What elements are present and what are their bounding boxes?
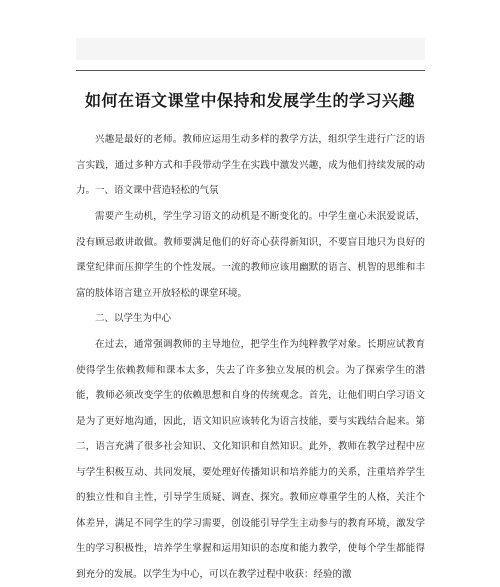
section-heading-2: 二、以学生为中心 <box>95 313 172 324</box>
body-paragraph: 在过去，通常强调教师的主导地位，把学生作为纯粹教学对象。长期应试教育使得学生依赖教师和课本太多，失去了许多独立发展的机会。为了探索学生的潜能，教师必须改变学生的依赖思想和自身的传统观念。首先，让他们明白学习语文是为了更好地沟通，因此，语文知识应该转化为语言技能，要与实践结合起来。第二，语言充满了很多社会知识、文化知识和自然知识。此外，教师在教学过程中应与学生积极互动、共同发展，要处理好传播知识和培养能力的关系，注重培养学生的独立性和自主性，引导学生质疑、调查、探究。教师应尊重学生的人格，关注个体差异，满足不同学生的学习需要，创设能引导学生主动参与的教育环境，激发学生的学习积极性，培养学生掌握和运用知识的态度和能力教学，使每个学生都能得到充分的发展。以学生为中心，可以在教学过程中收获：经验的激 <box>76 339 425 580</box>
document-title: 如何在语文课堂中保持和发展学生的学习兴趣 <box>84 91 415 110</box>
intro-paragraph: 兴趣是最好的老师。教师应运用生动多样的教学方法，组织学生进行广泛的语言实践，通过多种方式和手段带动学生在实践中激发兴趣，成为他们持续发展的动力。 <box>76 134 425 196</box>
page-header-band <box>76 38 425 60</box>
section-heading-1: 一、语文课中营造轻松的气氛 <box>95 185 219 196</box>
body-paragraph: 需要产生动机，学生学习语文的动机是不断变化的。中学生童心未泯爱说话，没有顾忌敢讲敢做。教师要满足他们的好奇心获得新知识，不要盲目地只为良好的课堂纪律而压抑学生的个性发展。一流的教师应该用幽默的语言、机智的思维和丰富的肢体语言建立开放轻松的课堂环境。 <box>76 211 425 299</box>
header-divider <box>76 70 425 71</box>
